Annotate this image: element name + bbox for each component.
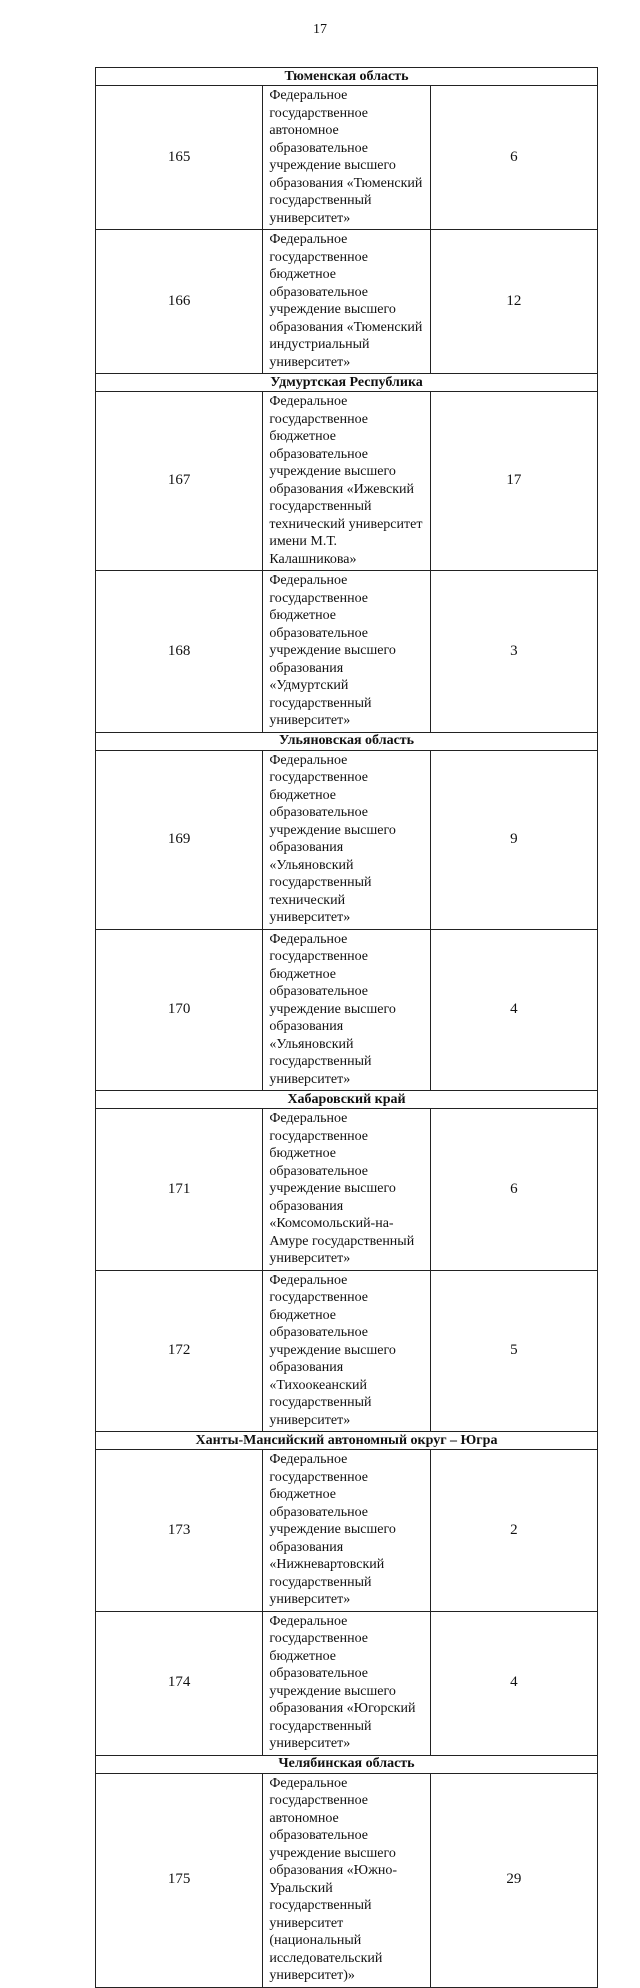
institution-name [263, 392, 430, 571]
institution-name-line: государственный университет» [269, 695, 372, 728]
institution-name [263, 1611, 430, 1755]
row-number: 169 [96, 750, 263, 929]
institution-name [263, 571, 430, 733]
table-row [96, 1270, 598, 1432]
region-header-row [96, 732, 598, 750]
institution-name-line: Федеральное государственное бюджетное образовательное [269, 1452, 368, 1520]
row-number: 175 [96, 1773, 263, 1987]
institution-name-line: Федеральное государственное бюджетное образовательное [269, 752, 368, 820]
quota-value: 6 [430, 1109, 597, 1271]
institution-name-line: Федеральное государственное бюджетное образовательное [269, 1272, 368, 1340]
institution-name-line: Федеральное государственное бюджетное образовательное [269, 573, 368, 641]
quota-value: 3 [430, 571, 597, 733]
table-row [96, 392, 598, 571]
institution-name-line: учреждение высшего образования «Ижевский [269, 464, 415, 497]
quota-value: 29 [430, 1773, 597, 1987]
institution-name-line: учреждение высшего образования «Тюменский [269, 302, 423, 335]
row-number: 166 [96, 230, 263, 374]
table-row [96, 929, 598, 1091]
institution-name-line: государственный университет (национальный [269, 1898, 372, 1948]
institution-name [263, 86, 430, 230]
row-number: 174 [96, 1611, 263, 1755]
region-name: Ханты-Мансийский автономный округ – Югра [96, 1432, 598, 1450]
institution-name-line: учреждение высшего образования «Нижневартовский [269, 1522, 396, 1572]
institution-name-line: государственный университет» [269, 193, 372, 226]
table-row [96, 230, 598, 374]
institution-name [263, 1270, 430, 1432]
region-header-row [96, 374, 598, 392]
institution-name [263, 1450, 430, 1612]
institution-name-line: государственный технический университет» [269, 875, 372, 925]
institution-name-line: Федеральное государственное автономное образовательное [269, 88, 368, 156]
institution-name-line: Федеральное государственное бюджетное образовательное [269, 394, 368, 462]
quota-value: 2 [430, 1450, 597, 1612]
quota-value: 9 [430, 750, 597, 929]
quota-value: 5 [430, 1270, 597, 1432]
row-number: 173 [96, 1450, 263, 1612]
institution-name-line: учреждение высшего образования «Югорский [269, 1683, 416, 1716]
region-header-row [96, 1091, 598, 1109]
region-name: Удмуртская Республика [96, 374, 598, 392]
quota-value: 6 [430, 86, 597, 230]
institution-name-line: государственный университет» [269, 1718, 372, 1751]
quota-value: 4 [430, 1611, 597, 1755]
institution-name-line: учреждение высшего образования «Комсомольский-на- [269, 1181, 396, 1231]
quota-value: 4 [430, 929, 597, 1091]
table-row [96, 1109, 598, 1271]
institution-name-line: Федеральное государственное бюджетное образовательное [269, 931, 368, 999]
quota-value: 12 [430, 230, 597, 374]
institution-name [263, 929, 430, 1091]
institution-name-line: учреждение высшего образования «Тюменский [269, 158, 423, 191]
region-header-row [96, 68, 598, 86]
institution-name-line: государственный университет» [269, 1054, 372, 1087]
institution-name-line: учреждение высшего образования «Тихоокеанский [269, 1342, 396, 1393]
table-row [96, 1773, 598, 1987]
region-header-row [96, 1755, 598, 1773]
table-row [96, 86, 598, 230]
region-name: Челябинская область [96, 1755, 598, 1773]
table-row [96, 1450, 598, 1612]
table-row [96, 571, 598, 733]
institution-name-line: государственный университет» [269, 1574, 372, 1607]
institution-name-line: Федеральное государственное бюджетное образовательное [269, 232, 368, 300]
institution-name [263, 230, 430, 374]
institution-name [263, 1773, 430, 1987]
table-row [96, 750, 598, 929]
institution-name-line: учреждение высшего образования «Удмуртский [269, 643, 396, 693]
row-number: 171 [96, 1109, 263, 1271]
institution-name-line: государственный технический университет [269, 499, 423, 532]
institution-name-line: исследовательский университет)» [269, 1950, 383, 1983]
institution-name-line: Амуре государственный университет» [269, 1233, 415, 1266]
region-name: Хабаровский край [96, 1091, 598, 1109]
institution-name-line: государственный университет» [269, 1395, 372, 1428]
institution-name [263, 1109, 430, 1271]
institution-name-line: индустриальный университет» [269, 337, 370, 370]
institution-name-line: учреждение высшего образования «Ульяновский [269, 822, 396, 873]
table-body [96, 68, 598, 1988]
region-header-row [96, 1432, 598, 1450]
institution-name-line: имени М.Т. Калашникова» [269, 534, 357, 567]
row-number: 168 [96, 571, 263, 733]
row-number: 165 [96, 86, 263, 230]
row-number: 170 [96, 929, 263, 1091]
table-row [96, 1611, 598, 1755]
region-name: Тюменская область [96, 68, 598, 86]
page-number: 17 [313, 22, 327, 37]
row-number: 167 [96, 392, 263, 571]
row-number: 172 [96, 1270, 263, 1432]
universities-table [95, 67, 598, 1988]
institution-name-line: Федеральное государственное бюджетное образовательное [269, 1111, 368, 1179]
quota-value: 17 [430, 392, 597, 571]
institution-name-line: учреждение высшего образования «Южно-Уральский [269, 1845, 398, 1896]
region-name: Ульяновская область [96, 732, 598, 750]
institution-name-line: Федеральное государственное автономное образовательное [269, 1775, 368, 1843]
institution-name-line: Федеральное государственное бюджетное образовательное [269, 1613, 368, 1681]
institution-name-line: учреждение высшего образования «Ульяновский [269, 1001, 396, 1052]
institution-name [263, 750, 430, 929]
